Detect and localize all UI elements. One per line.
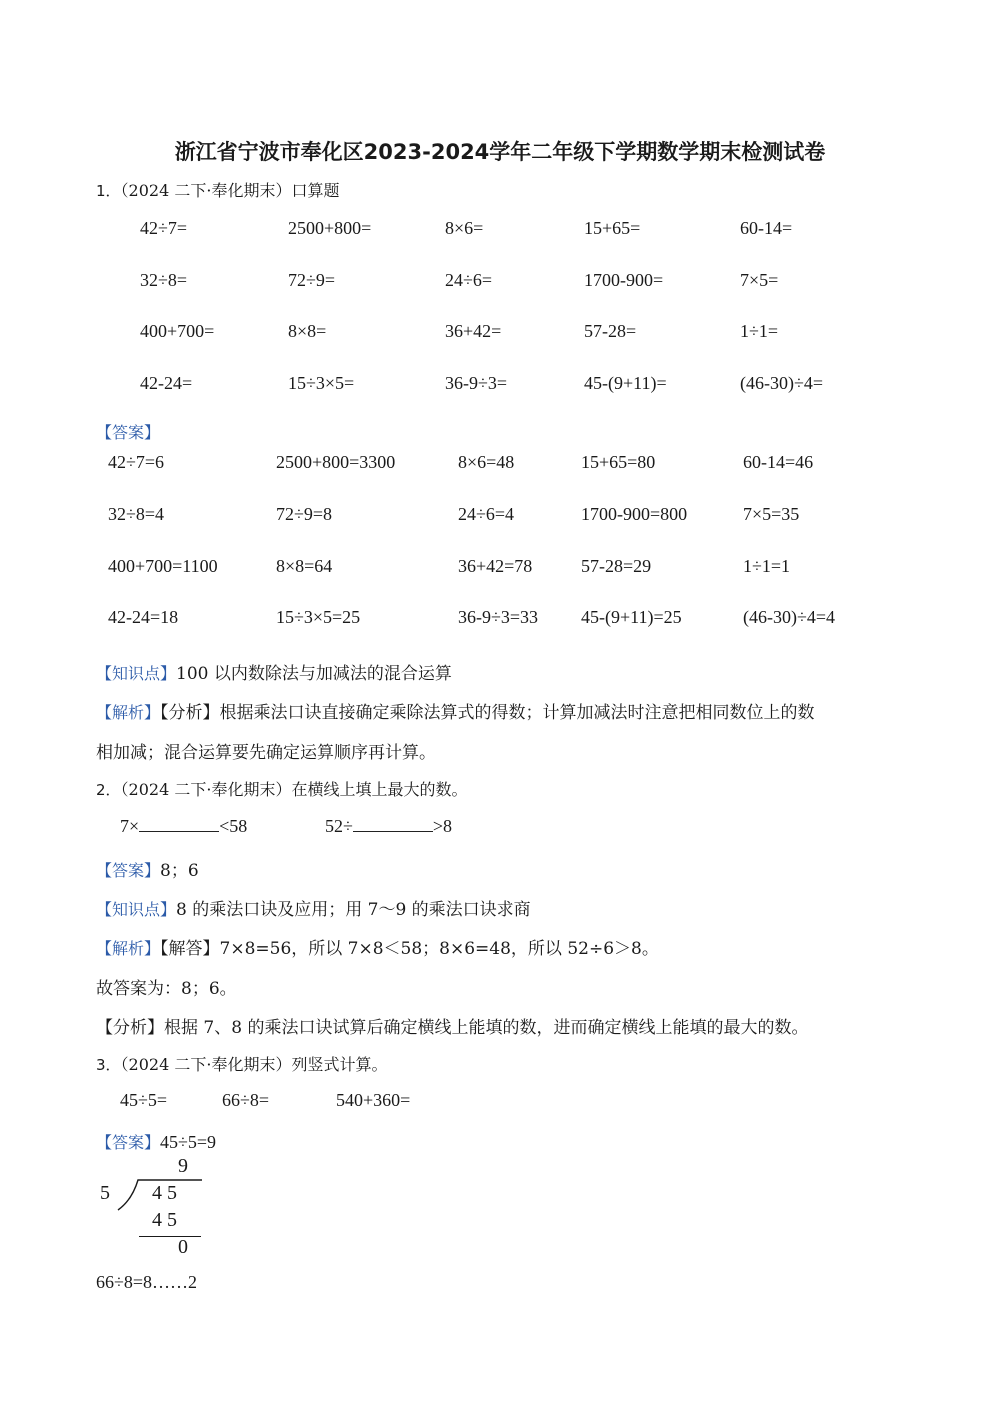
knowledge-tag: 【知识点】 [96, 664, 177, 683]
q3-item: 45÷5= [120, 1090, 168, 1110]
q1-answer: 2500+800=3300 [276, 452, 396, 472]
q1-answer: 15÷3×5=25 [276, 607, 361, 627]
q3-answer [96, 1130, 216, 1153]
q1-analysis-cont: 相加减；混合运算要先确定运算顺序再计算。 [96, 743, 436, 763]
q2-item-2 [325, 816, 452, 837]
q1-answer: 45-(9+11)=25 [581, 607, 682, 627]
q2-item1-post: <58 [219, 816, 248, 836]
fill-blank[interactable] [353, 817, 433, 832]
answer-tag: 【答案】 [96, 861, 161, 880]
knowledge-text: 8 的乘法口诀及应用；用 7～9 的乘法口诀求商 [176, 900, 531, 920]
question-number: 3． [96, 1056, 121, 1074]
question-source: （2024 二下·奉化期末） [120, 780, 292, 799]
analysis-text: 【解答】7×8=56，所以 7×8＜58；8×6=48，所以 52÷6＞8。 [160, 939, 659, 959]
q2-knowledge [96, 895, 531, 920]
q1-answer: 72÷9=8 [276, 504, 333, 524]
q1-item: 36-9÷3= [445, 373, 508, 393]
q1-item: (46-30)÷4= [740, 373, 824, 393]
q1-item: 42÷7= [140, 218, 188, 238]
q2-item-1 [120, 816, 247, 837]
q1-knowledge [96, 659, 452, 684]
q1-answer: 400+700=1100 [108, 556, 218, 576]
q1-answer: 36+42=78 [458, 556, 533, 576]
q1-answer: 24÷6=4 [458, 504, 515, 524]
q1-answer: 8×8=64 [276, 556, 333, 576]
q2-analysis-2: 【分析】根据 7、8 的乘法口诀试算后确定横线上能填的数，进而确定横线上能填的最大的数。 [96, 1018, 809, 1038]
answer-tag: 【答案】 [96, 1133, 161, 1152]
q1-answer: 8×6=48 [458, 452, 515, 472]
q2-item1-pre: 7× [120, 816, 140, 836]
fill-blank[interactable] [139, 817, 219, 832]
q1-analysis [96, 698, 815, 723]
q1-item: 8×6= [445, 218, 484, 238]
division-divisor: 5 [100, 1182, 110, 1204]
q1-answer: (46-30)÷4=4 [743, 607, 836, 627]
q3-answer-2: 66÷8=8……2 [96, 1272, 198, 1292]
q1-answer: 15+65=80 [581, 452, 656, 472]
q1-item: 60-14= [740, 218, 793, 238]
q2-item2-pre: 52÷ [325, 816, 353, 836]
division-dividend: 4 5 [152, 1182, 177, 1204]
q1-item: 32÷8= [140, 270, 188, 290]
question-prompt: 列竖式计算。 [291, 1055, 388, 1074]
q1-item: 1÷1= [740, 321, 779, 341]
knowledge-text: 100 以内数除法与加减法的混合运算 [176, 664, 452, 684]
question-source: （2024 二下·奉化期末） [120, 1055, 292, 1074]
q1-answer: 32÷8=4 [108, 504, 165, 524]
q1-answer: 36-9÷3=33 [458, 607, 539, 627]
analysis-tag: 【解析】 [96, 703, 161, 722]
q1-item: 1700-900= [584, 270, 664, 290]
knowledge-tag: 【知识点】 [96, 900, 177, 919]
q2-conclusion: 故答案为：8；6。 [96, 979, 237, 999]
division-product: 4 5 [152, 1209, 177, 1231]
q1-answer: 57-28=29 [581, 556, 652, 576]
question-2-header [96, 777, 467, 800]
q1-item: 8×8= [288, 321, 327, 341]
q1-item: 36+42= [445, 321, 502, 341]
division-line [139, 1236, 201, 1237]
q3-item: 66÷8= [222, 1090, 270, 1110]
q1-answer: 1700-900=800 [581, 504, 688, 524]
q1-item: 15+65= [584, 218, 641, 238]
q1-item: 15÷3×5= [288, 373, 355, 393]
q1-item: 400+700= [140, 321, 215, 341]
q1-item: 72÷9= [288, 270, 336, 290]
question-source: （2024 二下·奉化期末） [120, 181, 292, 200]
question-prompt: 口算题 [291, 181, 340, 200]
q1-item: 7×5= [740, 270, 779, 290]
q3-item: 540+360= [336, 1090, 411, 1110]
page-title: 浙江省宁波市奉化区2023-2024学年二年级下学期数学期末检测试卷 [174, 140, 826, 164]
q1-answer: 42-24=18 [108, 607, 179, 627]
analysis-tag: 【解析】 [96, 939, 161, 958]
q2-answer [96, 856, 199, 881]
q1-item: 2500+800= [288, 218, 372, 238]
q1-answer: 7×5=35 [743, 504, 800, 524]
q1-answer: 60-14=46 [743, 452, 814, 472]
q1-item: 45-(9+11)= [584, 373, 667, 393]
q2-analysis [96, 934, 659, 959]
q1-answer: 42÷7=6 [108, 452, 165, 472]
question-prompt: 在横线上填上最大的数。 [291, 780, 468, 799]
q1-item: 57-28= [584, 321, 637, 341]
answer-text: 8；6 [160, 861, 199, 881]
answer-text: 45÷5=9 [160, 1132, 217, 1152]
q1-item: 42-24= [140, 373, 193, 393]
q1-answer: 1÷1=1 [743, 556, 791, 576]
answer-tag: 【答案】 [96, 423, 161, 442]
division-remainder: 0 [178, 1236, 188, 1258]
q2-item2-post: >8 [432, 816, 453, 836]
question-1-header [96, 178, 339, 201]
division-quotient: 9 [178, 1155, 188, 1177]
question-3-header [96, 1052, 387, 1075]
analysis-text: 【分析】根据乘法口诀直接确定乘除法算式的得数；计算加减法时注意把相同数位上的数 [160, 703, 815, 723]
question-number: 1． [96, 182, 121, 200]
q1-item: 24÷6= [445, 270, 493, 290]
question-number: 2． [96, 781, 121, 799]
